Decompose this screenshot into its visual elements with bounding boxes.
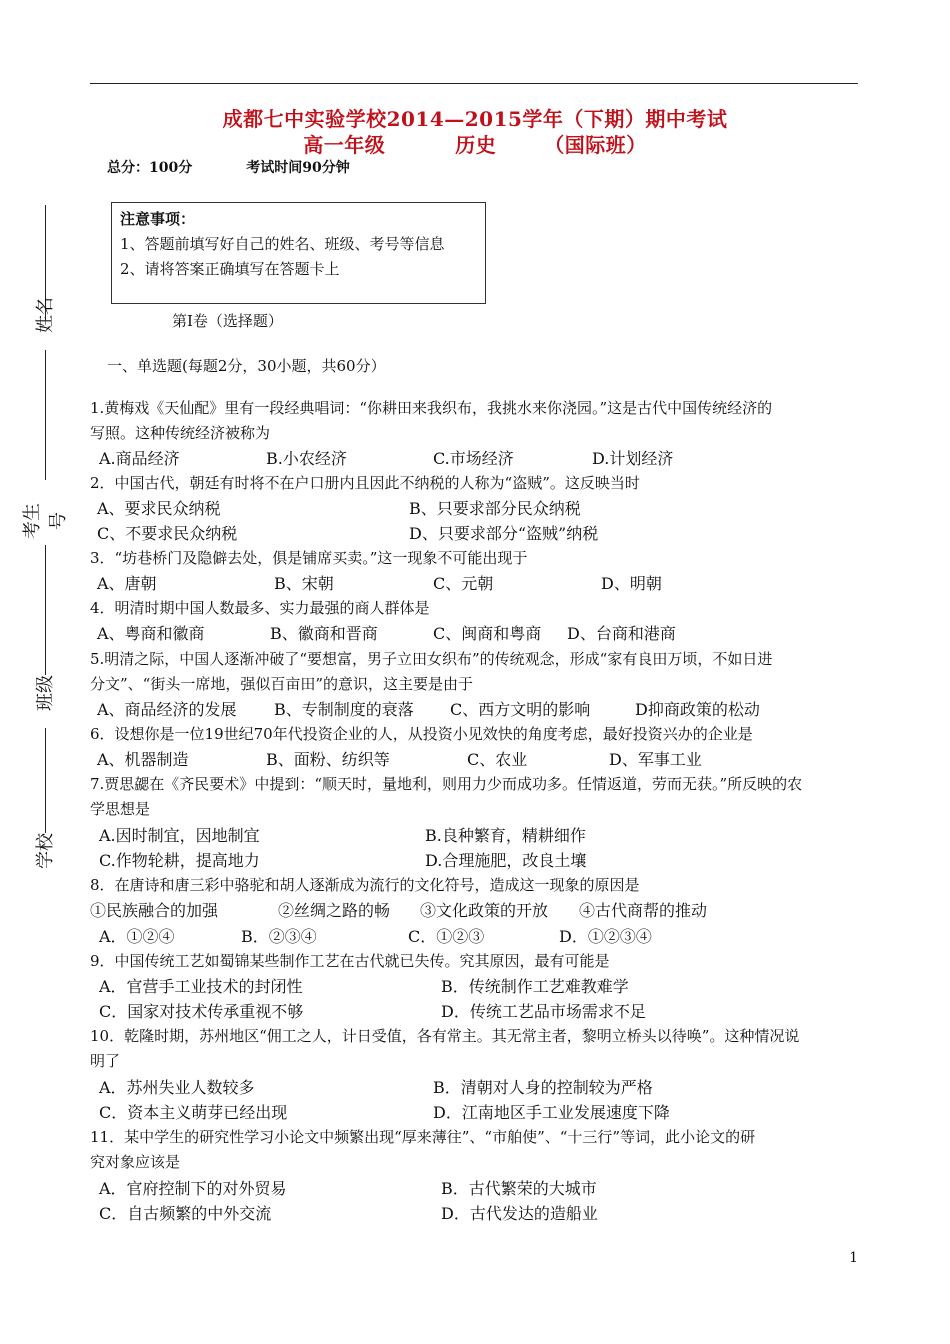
question-text: 明了: [90, 1052, 121, 1070]
option-b: B、只要求部分民众纳税: [409, 499, 581, 518]
class-line: [45, 545, 46, 675]
option-d: D.合理施肥，改良土壤: [425, 851, 587, 870]
option-c: C、不要求民众纳税: [97, 524, 238, 543]
header-rule: [90, 83, 858, 84]
option-b: B.良种繁育，精耕细作: [425, 826, 586, 845]
question-text: 7.贾思勰在《齐民要术》中提到：“顺天时，量地利，则用力少而成功多。任情返道，劳而无获。”所反映的农: [90, 775, 803, 793]
option-b: B、专制制度的衰落: [274, 700, 414, 719]
option-d: D．传统工艺品市场需求不足: [441, 1002, 646, 1021]
option-b: B．古代繁荣的大城市: [441, 1179, 597, 1198]
question-8: [90, 873, 860, 898]
question-text: 4．明清时期中国人数最多、实力最强的商人群体是: [90, 599, 430, 617]
option-a: A、要求民众纳税: [97, 499, 221, 518]
exam-title: 成都七中实验学校2014—2015学年（下期）期中考试: [222, 107, 728, 131]
option-a: A.商品经济: [99, 449, 180, 468]
question-text: 2．中国古代，朝廷有时将不在户口册内且因此不纳税的人称为“盗贼”。这反映当时: [90, 474, 640, 492]
option-a: A、唐朝: [97, 574, 157, 593]
exam-meta: [107, 157, 350, 177]
student-id-line: [45, 350, 46, 480]
question-text: 写照。这种传统经济被称为: [90, 424, 271, 442]
exam-time: 考试时间90分钟: [246, 160, 350, 176]
exam-subtitle: [0, 129, 950, 158]
statement-4: ④古代商帮的推动: [579, 901, 708, 920]
page-number: 1: [849, 1250, 858, 1266]
option-a: A.因时制宜，因地制宜: [99, 826, 260, 845]
option-d: D．①②③④: [559, 927, 652, 946]
option-c: C、元朝: [433, 574, 494, 593]
option-b: B、徽商和晋商: [270, 624, 378, 643]
question-text: 究对象应该是: [90, 1153, 181, 1171]
statement-1: ①民族融合的加强: [90, 901, 219, 920]
option-d: D、明朝: [601, 574, 662, 593]
subject-label: 历史: [455, 133, 497, 157]
side-label-class: 班级: [35, 675, 56, 711]
option-c: C．资本主义萌芽已经出现: [99, 1103, 288, 1122]
notice-item: 2、请将答案正确填写在答题卡上: [120, 260, 340, 278]
option-c: C．①②③: [408, 927, 485, 946]
option-a: A、机器制造: [97, 750, 189, 769]
side-label-school: 学校: [35, 833, 56, 869]
class-type-label: （国际班）: [544, 133, 647, 157]
notice-box: [111, 202, 486, 304]
question-text: 9．中国传统工艺如蜀锦某些制作工艺在古代就已失传。究其原因，最有可能是: [90, 952, 610, 970]
question-text: 8．在唐诗和唐三彩中骆驼和胡人逐渐成为流行的文化符号，造成这一现象的原因是: [90, 876, 640, 894]
question-text: 6．设想你是一位19世纪70年代投资企业的人，从投资小见效快的角度考虑，最好投资兴办的企业是: [90, 725, 753, 743]
question-1: [90, 396, 860, 446]
option-c: C、闽商和粤商: [433, 624, 542, 643]
option-c: C、西方文明的影响: [450, 700, 591, 719]
question-text: 3．“坊巷桥门及隐僻去处，俱是铺席买卖。”这一现象不可能出现于: [90, 549, 528, 567]
notice-item: 1、答题前填写好自己的姓名、班级、考号等信息: [120, 235, 445, 253]
volume-heading: 第Ⅰ卷（选择题）: [172, 312, 283, 330]
question-text: 11．某中学生的研究性学习小论文中频繁出现“厚来薄往”、“市舶使”、“十三行”等词，此小论文的研: [90, 1128, 756, 1146]
statement-3: ③文化政策的开放: [420, 901, 549, 920]
option-b: B．②③④: [241, 927, 317, 946]
option-a: A、商品经济的发展: [97, 700, 237, 719]
question-5: [90, 647, 860, 697]
option-d: D.计划经济: [592, 449, 674, 468]
option-b: B．清朝对人身的控制较为严格: [433, 1078, 653, 1097]
total-score: 总分：100分: [107, 160, 193, 176]
question-4: [90, 596, 860, 621]
side-label-student-id: 考生号: [22, 503, 69, 539]
side-label-name: 姓名: [35, 297, 56, 333]
school-line: [45, 728, 46, 833]
option-a: A．官府控制下的对外贸易: [99, 1179, 287, 1198]
question-10: [90, 1024, 860, 1074]
question-text: 学思想是: [90, 800, 151, 818]
option-a: A．①②④: [99, 927, 175, 946]
question-text: 10．乾隆时期，苏州地区“佣工之人，计日受值，各有常主。其无常主者，黎明立桥头以待唤”。这种情况说: [90, 1027, 800, 1045]
option-a: A．苏州失业人数较多: [99, 1078, 255, 1097]
option-c: C．国家对技术传承重视不够: [99, 1002, 304, 1021]
question-text: 5.明清之际，中国人逐渐冲破了“要想富，男子立田女织布”的传统观念，形成“家有良田万顷，不如日进: [90, 650, 773, 668]
option-b: B、宋朝: [274, 574, 334, 593]
option-c: C.市场经济: [433, 449, 514, 468]
option-c: C.作物轮耕，提高地力: [99, 851, 260, 870]
option-c: C、农业: [467, 750, 528, 769]
part-heading: 一、单选题(每题2分，30小题，共60分）: [107, 357, 386, 375]
option-a: A、粤商和徽商: [97, 624, 205, 643]
question-7: [90, 772, 860, 822]
option-d: D．江南地区手工业发展速度下降: [433, 1103, 670, 1122]
option-d: D、军事工业: [609, 750, 702, 769]
option-b: B.小农经济: [266, 449, 347, 468]
grade-label: 高一年级: [303, 133, 386, 157]
question-6: [90, 722, 860, 747]
question-text: 1.黄梅戏《天仙配》里有一段经典唱词：“你耕田来我织布，我挑水来你浇园。”这是古代中国传统经济的: [90, 399, 773, 417]
notice-heading: 注意事项：: [120, 210, 196, 228]
option-b: B、面粉、纺织等: [266, 750, 390, 769]
option-a: A．官营手工业技术的封闭性: [99, 977, 303, 996]
option-d: D抑商政策的松动: [635, 700, 760, 719]
question-2: [90, 471, 860, 496]
option-d: D、只要求部分“盗贼”纳税: [409, 524, 599, 543]
option-d: D、台商和港商: [567, 624, 676, 643]
option-c: C．自古频繁的中外交流: [99, 1204, 272, 1223]
option-b: B．传统制作工艺难教难学: [441, 977, 629, 996]
option-d: D．古代发达的造船业: [441, 1204, 598, 1223]
question-text: 分文”、“街头一席地，强似百亩田”的意识，这主要是由于: [90, 675, 474, 693]
question-9: [90, 949, 860, 974]
statement-2: ②丝绸之路的畅: [278, 901, 391, 920]
question-3: [90, 546, 860, 571]
question-11: [90, 1125, 860, 1175]
